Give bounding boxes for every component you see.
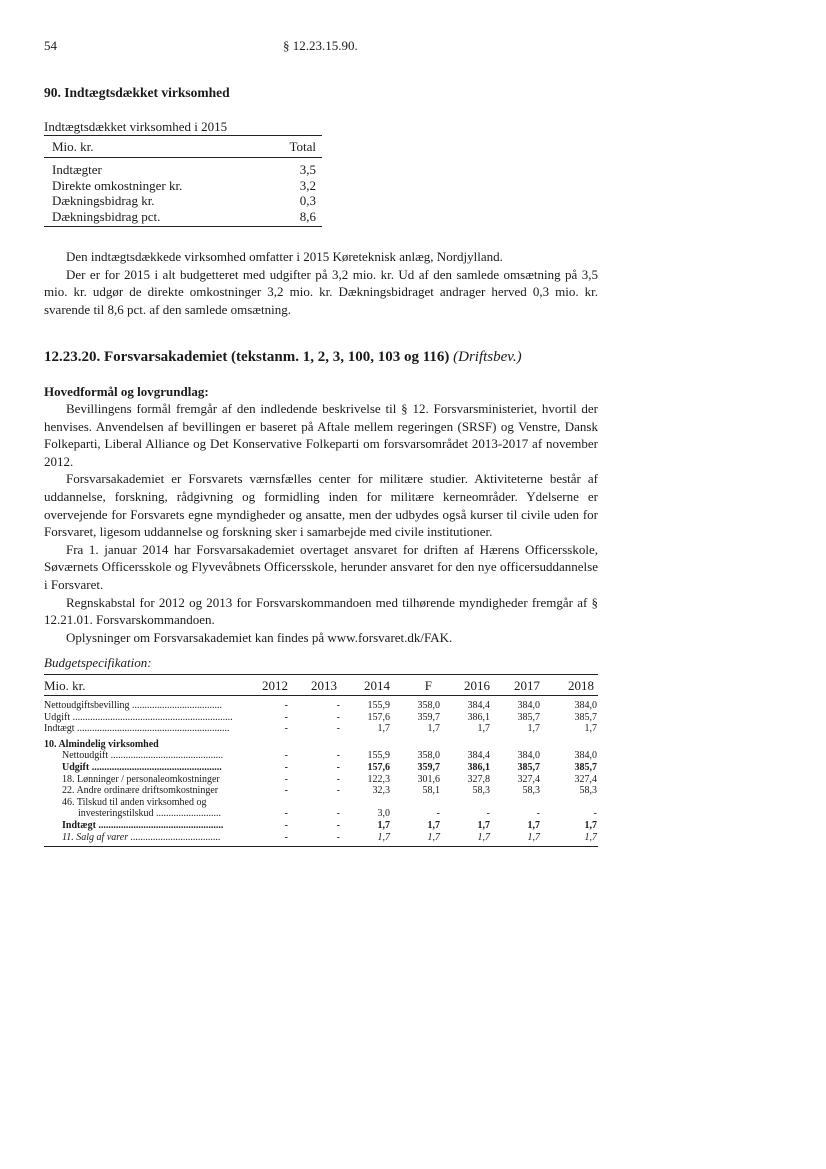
cell-value: -: [336, 700, 340, 711]
cell-value: -: [284, 723, 288, 735]
row-label: investeringstilskud ..........................: [78, 808, 222, 820]
cell-value: -: [336, 773, 340, 785]
cell-value: -: [593, 808, 597, 820]
row-label: 18. Lønninger / personaleomkostninger: [62, 773, 220, 785]
cell-value: 1,7: [527, 723, 540, 735]
table-row: [52, 193, 316, 209]
row-value: 8,6: [299, 208, 316, 224]
cell-value: 386,1: [467, 711, 490, 723]
income-table-caption: Indtægtsdækket virksomhed i 2015: [44, 119, 228, 134]
page-number: 54: [44, 38, 57, 53]
table-row: [52, 178, 316, 194]
cell-value: 1,7: [427, 819, 440, 831]
paragraph: Fra 1. januar 2014 har Forsvarsakademiet overtaget ansvaret for driften af Hærens Officersskole, Søværnets Officersskole og Flyvevåbnets Officersskole, herunder ansvaret for den nye officersuddannelse i Forsvaret.: [44, 541, 598, 592]
income-table: [44, 135, 322, 227]
table-row: [52, 162, 316, 178]
cell-value: -: [536, 808, 540, 820]
column-header: 2014: [364, 678, 390, 693]
cell-value: -: [284, 711, 288, 723]
table-row: [44, 712, 598, 724]
row-label: Indtægter: [52, 162, 102, 177]
table-body: [44, 158, 322, 226]
table-rule: [44, 846, 598, 847]
column-unit: Mio. kr.: [44, 678, 86, 693]
section-2320-text: [44, 400, 598, 646]
header-unit: Mio. kr.: [52, 139, 94, 154]
table-row: [52, 209, 316, 225]
section-2320-title: [44, 349, 522, 366]
cell-value: 157,6: [367, 711, 390, 723]
table-row: [44, 785, 598, 797]
cell-value: 384,0: [574, 700, 597, 711]
cell-value: 1,7: [377, 819, 390, 831]
cell-value: 122,3: [367, 773, 390, 785]
table-row: [44, 762, 598, 774]
paragraph: Forsvarsakademiet er Forsvarets værnsfælles center for militære studier. Aktiviteterne består af uddannelse, forskning, rådgivning og formidling inden for militære kerneområder. Ydelserne er overvejende for Forsvarets egne myndigheder og ansatte, men der udbydes også kurser til civile uden for Forsvaret, ligesom uddannelse og forskning sker i samarbejde med civile institutioner.: [44, 471, 598, 540]
table-row: [44, 820, 598, 832]
cell-value: 3,0: [377, 808, 390, 820]
budget-rows: [44, 700, 598, 843]
column-header: 2013: [311, 678, 337, 693]
header-total: Total: [289, 139, 316, 154]
cell-value: 384,0: [517, 750, 540, 762]
row-label: Udgift ................................................................: [44, 711, 233, 723]
cell-value: 385,7: [517, 761, 540, 773]
section-title-suffix: (Driftsbev.): [453, 349, 522, 365]
row-value: 0,3: [299, 193, 316, 208]
cell-value: -: [336, 761, 340, 773]
section-90-text: [44, 248, 598, 318]
cell-value: -: [336, 808, 340, 820]
cell-value: 1,7: [427, 723, 440, 735]
cell-value: 1,7: [477, 831, 490, 843]
subheading: Hovedformål og lovgrundlag:: [44, 384, 209, 399]
table-row: [44, 832, 598, 844]
row-label: Udgift ....................................................: [62, 761, 222, 773]
row-label: Indtægt .............................................................: [44, 723, 230, 735]
cell-value: 58,3: [579, 785, 597, 797]
cell-value: 358,0: [417, 750, 440, 762]
row-value: 3,2: [299, 177, 316, 193]
cell-value: -: [336, 785, 340, 797]
row-label: Dækningsbidrag kr.: [52, 193, 155, 208]
cell-value: 1,7: [477, 819, 490, 831]
row-label: 10. Almindelig virksomhed: [44, 738, 159, 750]
table-row: [44, 750, 598, 762]
table-rule: [44, 226, 322, 227]
paragraph: Der er for 2015 i alt budgetteret med udgifter på 3,2 mio. kr. Ud af den samlede omsætning på 3,5 mio. kr. udgør de direkte omkostninger 3,2 mio. kr. Dækningsbidraget andrager herved 0,3 mio. kr. svarende til 8,6 pct. af den samlede omsætning.: [44, 266, 598, 317]
cell-value: 1,7: [377, 831, 390, 843]
cell-value: 359,7: [417, 761, 440, 773]
cell-value: 155,9: [367, 750, 390, 762]
cell-value: -: [336, 819, 340, 831]
cell-value: -: [284, 773, 288, 785]
cell-value: 385,7: [517, 711, 540, 723]
cell-value: 301,6: [417, 773, 440, 785]
row-label: Direkte omkostninger kr.: [52, 177, 183, 193]
cell-value: -: [336, 750, 340, 762]
budget-table: [44, 674, 598, 847]
cell-value: 385,7: [574, 761, 597, 773]
paragraph: Bevillingens formål fremgår af den indledende beskrivelse til § 12. Forsvarsministeriet, hvortil der henvises. Anvendelsen af bevillingen er baseret på Aftale mellem regeringen (SRSF) og Venstre, Dansk Folkeparti, Liberal Alliance og Det Konservative Folkeparti om forsvarsområdet 2013-2017 af november 2012.: [44, 401, 598, 469]
table-header: [44, 136, 322, 157]
table-row: [44, 739, 598, 751]
column-header: 2016: [464, 678, 490, 693]
cell-value: -: [284, 808, 288, 820]
cell-value: 385,7: [574, 711, 597, 723]
table-row: [44, 774, 598, 786]
cell-value: 1,7: [584, 831, 597, 843]
column-header: 2017: [514, 678, 540, 693]
budget-header-row: [44, 675, 598, 695]
column-header: 2012: [262, 678, 288, 693]
row-label: Dækningsbidrag pct.: [52, 208, 161, 224]
cell-value: 1,7: [584, 723, 597, 735]
cell-value: 157,6: [367, 761, 390, 773]
row-label: 11. Salg af varer ....................................: [62, 831, 221, 843]
cell-value: 1,7: [527, 819, 540, 831]
cell-value: -: [284, 819, 288, 831]
cell-value: -: [284, 750, 288, 762]
cell-value: 58,3: [472, 785, 490, 797]
cell-value: -: [436, 808, 440, 820]
cell-value: 1,7: [477, 723, 490, 735]
table-row: [44, 797, 598, 809]
row-value: 3,5: [299, 162, 316, 177]
cell-value: 1,7: [427, 831, 440, 843]
cell-value: -: [336, 831, 340, 843]
cell-value: -: [284, 761, 288, 773]
row-label: Indtægt ..................................................: [62, 819, 224, 831]
paragraph: Oplysninger om Forsvarsakademiet kan findes på www.forsvaret.dk/FAK.: [66, 629, 453, 645]
cell-value: 58,1: [422, 785, 440, 797]
row-label: Nettoudgift .............................................: [62, 750, 224, 762]
cell-value: 384,0: [517, 700, 540, 711]
cell-value: 327,4: [574, 773, 597, 785]
cell-value: 386,1: [467, 761, 490, 773]
cell-value: -: [336, 723, 340, 735]
cell-value: 359,7: [417, 711, 440, 723]
cell-value: 58,3: [522, 785, 540, 797]
cell-value: 384,4: [467, 700, 490, 711]
cell-value: -: [486, 808, 490, 820]
running-head: § 12.23.15.90.: [283, 38, 358, 53]
cell-value: 384,0: [574, 750, 597, 762]
row-label: Nettoudgiftsbevilling ....................................: [44, 700, 223, 711]
column-header: 2018: [568, 678, 594, 693]
cell-value: -: [284, 785, 288, 797]
paragraph: Regnskabstal for 2012 og 2013 for Forsvarskommandoen med tilhørende myndigheder fremgår af § 12.21.01. Forsvarskommandoen.: [44, 594, 598, 628]
cell-value: 155,9: [367, 700, 390, 711]
paragraph: Den indtægtsdækkede virksomhed omfatter i 2015 Køreteknisk anlæg, Nordjylland.: [66, 249, 503, 264]
row-label: 46. Tilskud til anden virksomhed og: [62, 796, 207, 808]
budget-caption: Budgetspecifikation:: [44, 655, 152, 670]
cell-value: 384,4: [467, 750, 490, 762]
cell-value: 32,3: [372, 785, 390, 797]
section-90-title: 90. Indtægtsdækket virksomhed: [44, 85, 230, 100]
cell-value: 1,7: [584, 819, 597, 831]
cell-value: 327,4: [517, 773, 540, 785]
table-row: [44, 808, 598, 820]
cell-value: 358,0: [417, 700, 440, 711]
table-row: [44, 723, 598, 735]
cell-value: 1,7: [527, 831, 540, 843]
table-row: [44, 700, 598, 712]
cell-value: -: [284, 831, 288, 843]
column-header: F: [424, 678, 432, 693]
cell-value: -: [336, 711, 340, 723]
cell-value: 1,7: [377, 723, 390, 735]
row-label: 22. Andre ordinære driftsomkostninger: [62, 785, 219, 797]
cell-value: 327,8: [467, 773, 490, 785]
cell-value: -: [284, 700, 288, 711]
section-title-text: 12.23.20. Forsvarsakademiet (tekstanm. 1, 2, 3, 100, 103 og 116): [44, 349, 450, 365]
